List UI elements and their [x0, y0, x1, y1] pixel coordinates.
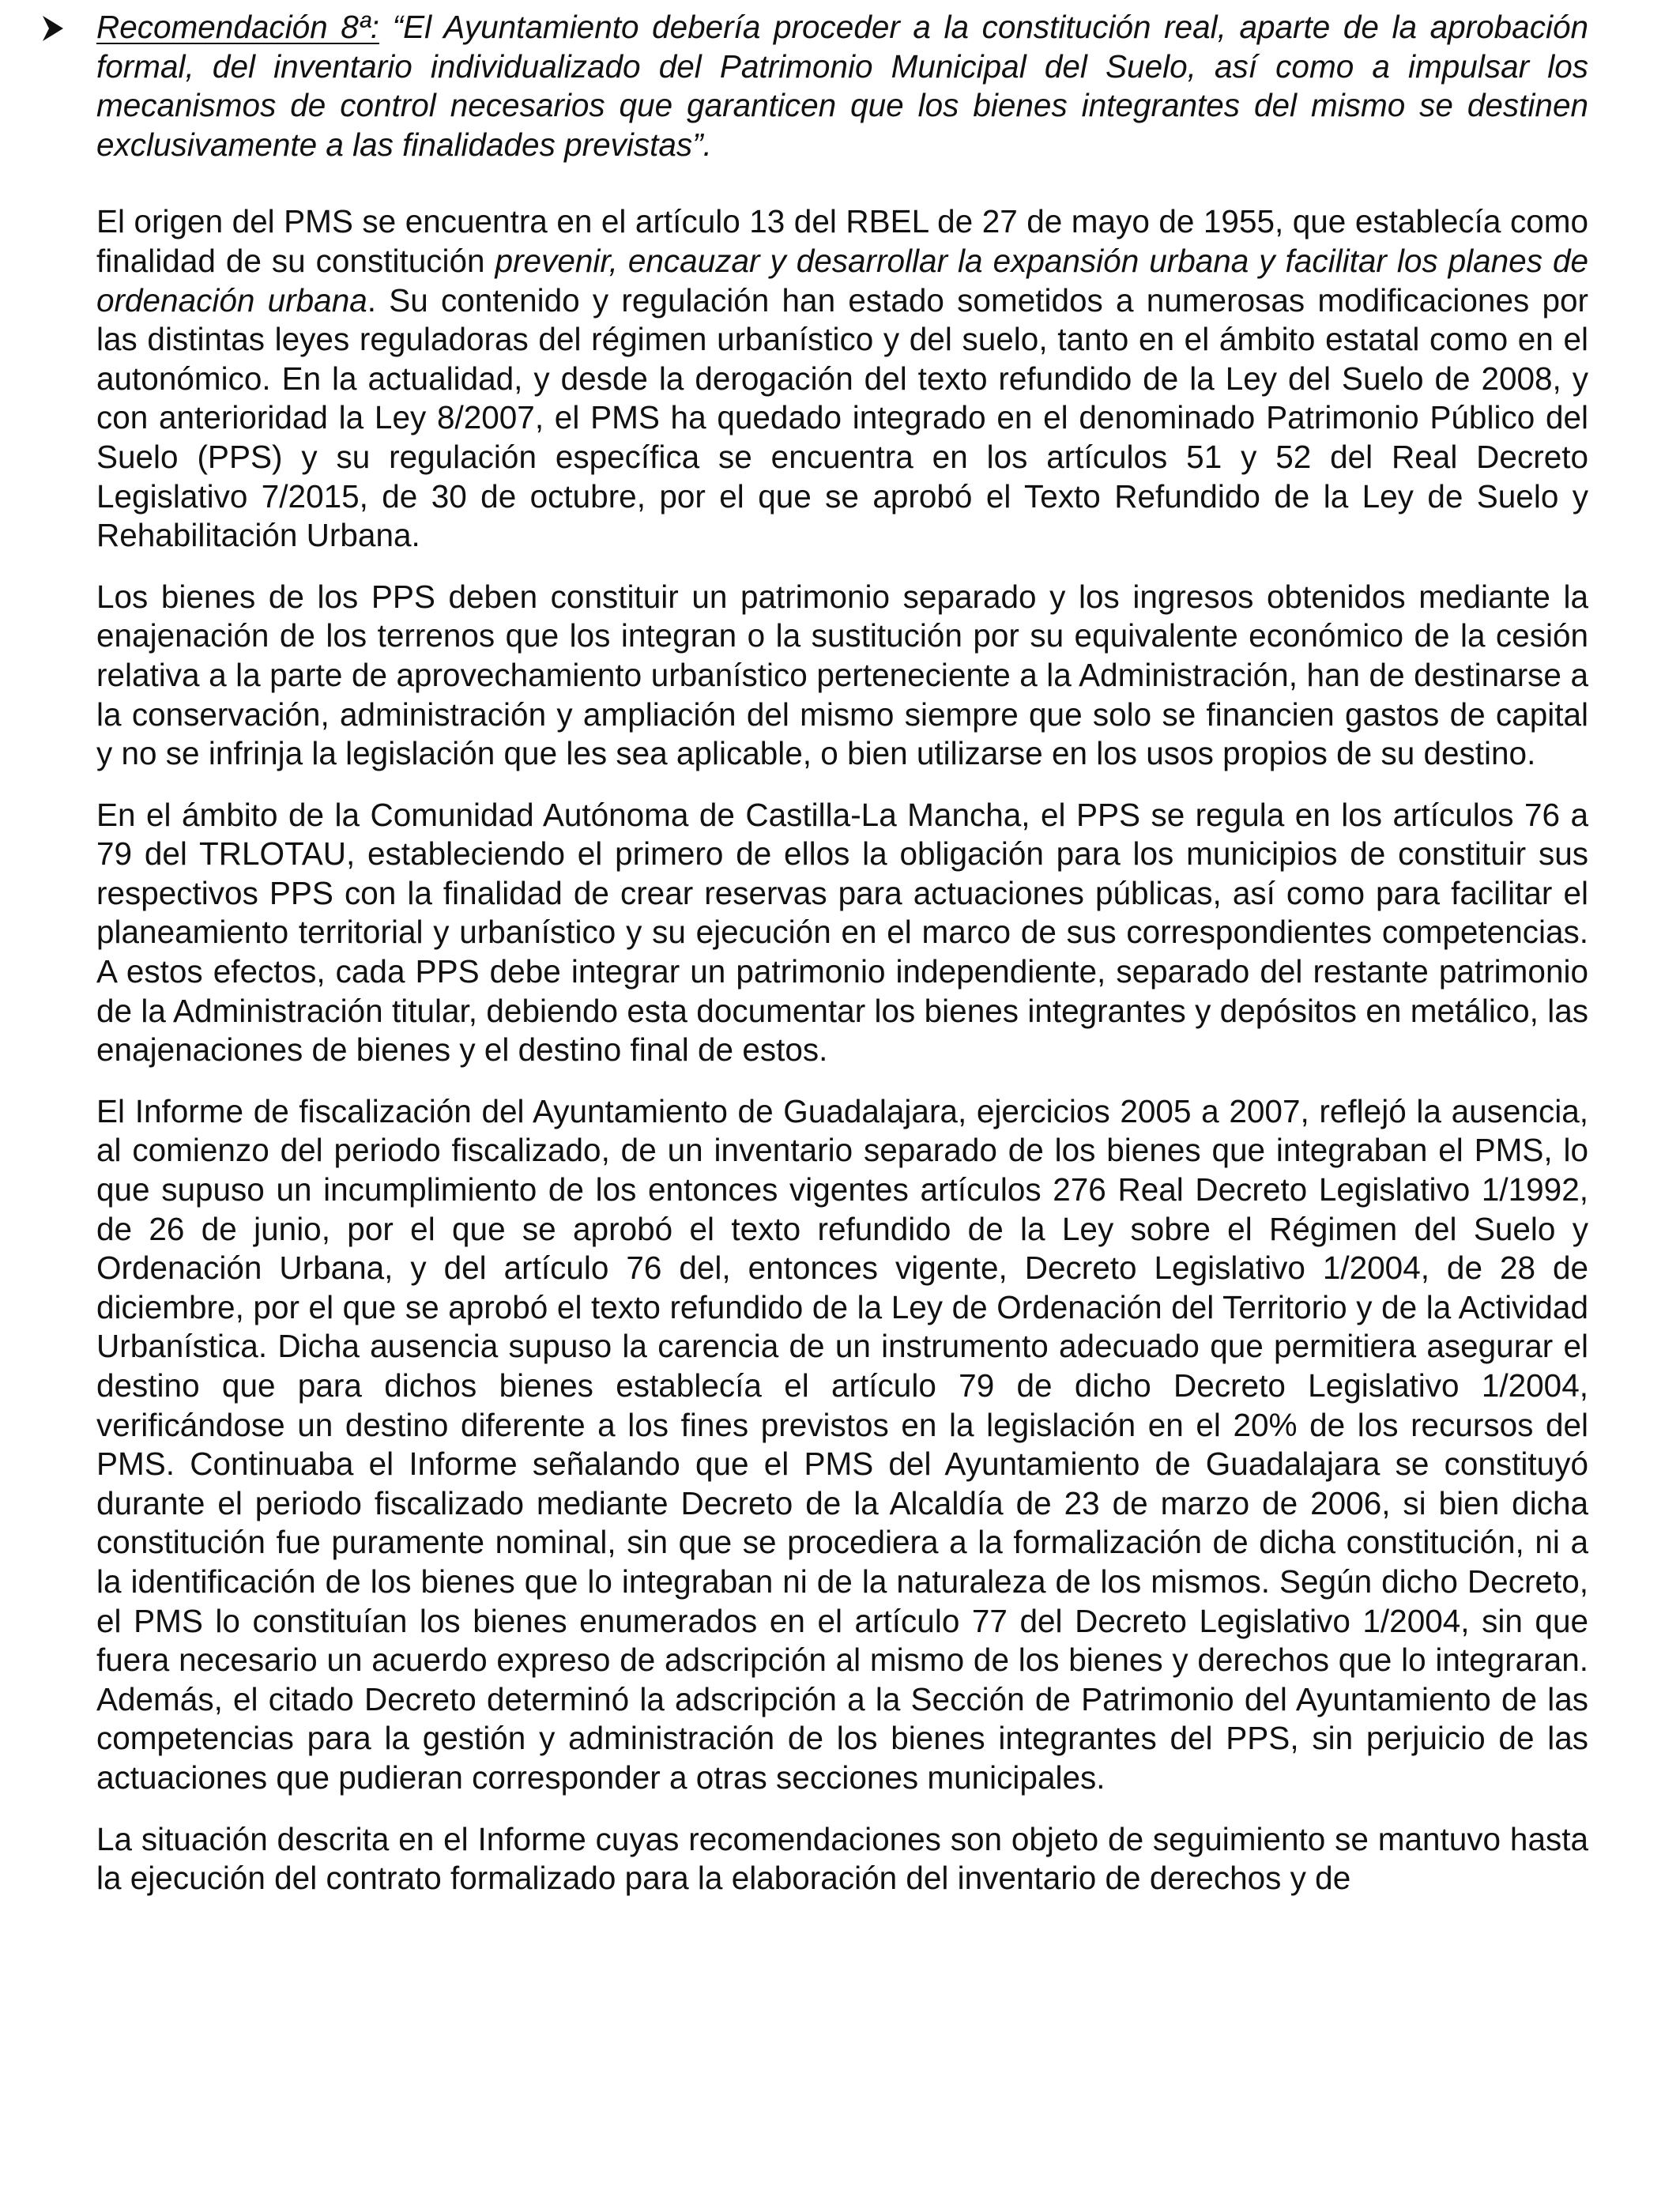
paragraph-pms-origin [96, 202, 1588, 555]
recommendation-block [96, 8, 1588, 164]
paragraph-pms-origin-end: . Su contenido y regulación han estado sometidos a numerosas modificaciones por las distintas leyes reguladoras del régimen urbanístico y del suelo, tanto en el ámbito estatal como en el autonómico. En la actualidad, y desde la derogación del texto refundido de la Ley del Suelo de 2008, y con anterioridad la Ley 8/2007, el PMS ha quedado integrado en el denominado Patrimonio Público del Suelo (PPS) y su regulación específica se encuentra en los artículos 51 y 52 del Real Decreto Legislativo 7/2015, de 30 de octubre, por el que se aprobó el Texto Refundido de la Ley de Suelo y Rehabilitación Urbana. [96, 281, 1589, 554]
arrowhead-bullet-icon [41, 13, 65, 44]
document-page [96, 8, 1588, 1898]
paragraph-pms-origin-start: El origen del PMS se encuentra en el artículo 13 del RBEL de 27 de mayo de 1955, que establecía como finalidad de su constitución [96, 203, 1588, 279]
paragraph-pps-assets: Los bienes de los PPS deben constituir un patrimonio separado y los ingresos obtenidos mediante la enajenación de los terrenos que los integran o la sustitución por su equivalente económico de la cesión relativa a la parte de aprovechamiento urbanístico perteneciente a la Administración, han de destinarse a la conservación, administración y ampliación del mismo siempre que solo se financien gastos de capital y no se infrinja la legislación que les sea aplicable, o bien utilizarse en los usos propios de su destino. [96, 578, 1588, 772]
paragraph-castilla-la-mancha: En el ámbito de la Comunidad Autónoma de Castilla-La Mancha, el PPS se regula en los artículos 76 a 79 del TRLOTAU, estableciendo el primero de ellos la obligación para los municipios de constituir sus respectivos PPS con la finalidad de crear reservas para actuaciones públicas, así como para facilitar el planeamiento territorial y urbanístico y su ejecución en el marco de sus correspondientes competencias. A estos efectos, cada PPS debe integrar un patrimonio independiente, separado del restante patrimonio de la Administración titular, debiendo esta documentar los bienes integrantes y depósitos en metálico, las enajenaciones de bienes y el destino final de estos. [96, 796, 1588, 1069]
recommendation-label: Recomendación 8ª: [96, 9, 380, 45]
recommendation-quote: “El Ayuntamiento debería proceder a la constitución real, aparte de la aprobación formal, del inventario individualizado del Patrimonio Municipal del Suelo, así como a impulsar los mecanismos de control necesarios que garanticen que los bienes integrantes del mismo se destinen exclusivamente a las finalidades previstas”. [96, 9, 1588, 163]
paragraph-situation: La situación descrita en el Informe cuyas recomendaciones son objeto de seguimiento se mantuvo hasta la ejecución del contrato formalizado para la elaboración del inventario de derechos y de [96, 1820, 1588, 1897]
paragraph-pms-origin-italic: prevenir, encauzar y desarrollar la expansión urbana y facilitar los planes de ordenación urbana [96, 242, 1588, 319]
recommendation-text [96, 8, 1588, 164]
paragraph-guadalajara-report: El Informe de fiscalización del Ayuntamiento de Guadalajara, ejercicios 2005 a 2007, reflejó la ausencia, al comienzo del periodo fiscalizado, de un inventario separado de los bienes que integraban el PMS, lo que supuso un incumplimiento de los entonces vigentes artículos 276 Real Decreto Legislativo 1/1992, de 26 de junio, por el que se aprobó el texto refundido de la Ley sobre el Régimen del Suelo y Ordenación Urbana, y del artículo 76 del, entonces vigente, Decreto Legislativo 1/2004, de 28 de diciembre, por el que se aprobó el texto refundido de la Ley de Ordenación del Territorio y de la Actividad Urbanística. Dicha ausencia supuso la carencia de un instrumento adecuado que permitiera asegurar el destino que para dichos bienes establecía el artículo 79 de dicho Decreto Legislativo 1/2004, verificándose un destino diferente a los fines previstos en la legislación en el 20% de los recursos del PMS. Continuaba el Informe señalando que el PMS del Ayuntamiento de Guadalajara se constituyó durante el periodo fiscalizado mediante Decreto de la Alcaldía de 23 de marzo de 2006, si bien dicha constitución fue puramente nominal, sin que se procediera a la formalización de dicha constitución, ni a la identificación de los bienes que lo integraban ni de la naturaleza de los mismos. Según dicho Decreto, el PMS lo constituían los bienes enumerados en el artículo 77 del Decreto Legislativo 1/2004, sin que fuera necesario un acuerdo expreso de adscripción al mismo de los bienes y derechos que lo integraran. Además, el citado Decreto determinó la adscripción a la Sección de Patrimonio del Ayuntamiento de las competencias para la gestión y administración de los bienes integrantes del PPS, sin perjuicio de las actuaciones que pudieran corresponder a otras secciones municipales. [96, 1092, 1588, 1796]
